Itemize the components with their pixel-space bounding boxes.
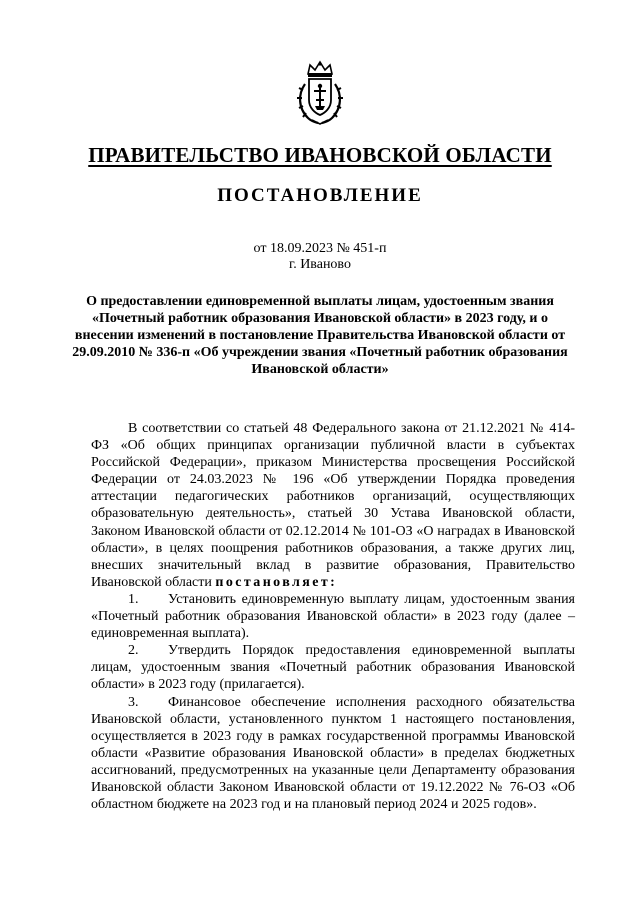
document-body [91, 420, 575, 813]
list-item [91, 694, 575, 814]
preamble-paragraph [91, 420, 575, 591]
item-number: 2. [128, 643, 139, 659]
document-subject: О предоставлении единовременной выплаты лицам, удостоенным звания «Почетный работник образования Ивановской области» в 2023 году, и о внесении изменений в постановление Правительства Ивановской области от 29.09.2010 № 336-п «Об учреждении звания «Почетный работник образования Ивановской области» [72, 294, 568, 377]
item-text: Установить единовременную выплату лицам, удостоенным звания «Почетный работник образования Ивановской области» в 2023 году (далее – единовременная выплата). [91, 591, 575, 642]
government-title: ПРАВИТЕЛЬСТВО ИВАНОВСКОЙ ОБЛАСТИ [88, 143, 552, 167]
document-city: г. Иваново [289, 257, 351, 272]
list-item [91, 642, 575, 693]
preamble-text: В соответствии со статьей 48 Федерального закона от 21.12.2021 № 414-ФЗ «Об общих принципах организации публичной власти в субъектах Российской Федерации», приказом Министерства просвещения Российской Федерации от 24.03.2023 № 196 «Об утверждении Порядка проведения аттестации педагогических работников организаций, осуществляющих образовательную деятельность», статьей 30 Устава Ивановской области, Законом Ивановской области от 02.12.2014 № 101-ОЗ «О наградах в Ивановской области», в целях поощрения работников образования, а также других лиц, внесших значительный вклад в развитие образования, Правительство Ивановской области [91, 421, 575, 590]
item-number: 3. [128, 694, 139, 710]
item-number: 1. [128, 591, 139, 607]
item-text: Утвердить Порядок предоставления единовременной выплаты лицам, удостоенным звания «Почетный работник образования Ивановской области» в 2023 году (прилагается). [91, 643, 575, 693]
item-text: Финансовое обеспечение исполнения расходного обязательства Ивановской области, установленного пунктом 1 настоящего постановления, осуществляется в 2023 году в рамках государственной программы Ивановской области «Развитие образования Ивановской области» в пределах бюджетных ассигнований, предусмотренных на указанные цели Департаменту образования Ивановской области Законом Ивановской области от 19.12.2022 № 76-ОЗ «Об областном бюджете на 2023 год и на плановый период 2024 и 2025 годов». [91, 694, 575, 813]
document-type: ПОСТАНОВЛЕНИЕ [217, 185, 423, 206]
coat-of-arms-icon [296, 60, 344, 126]
document-meta [0, 241, 640, 273]
decides-word: постановляет: [215, 574, 338, 590]
document-date-number: от 18.09.2023 № 451-п [253, 241, 387, 256]
list-item [91, 591, 575, 642]
